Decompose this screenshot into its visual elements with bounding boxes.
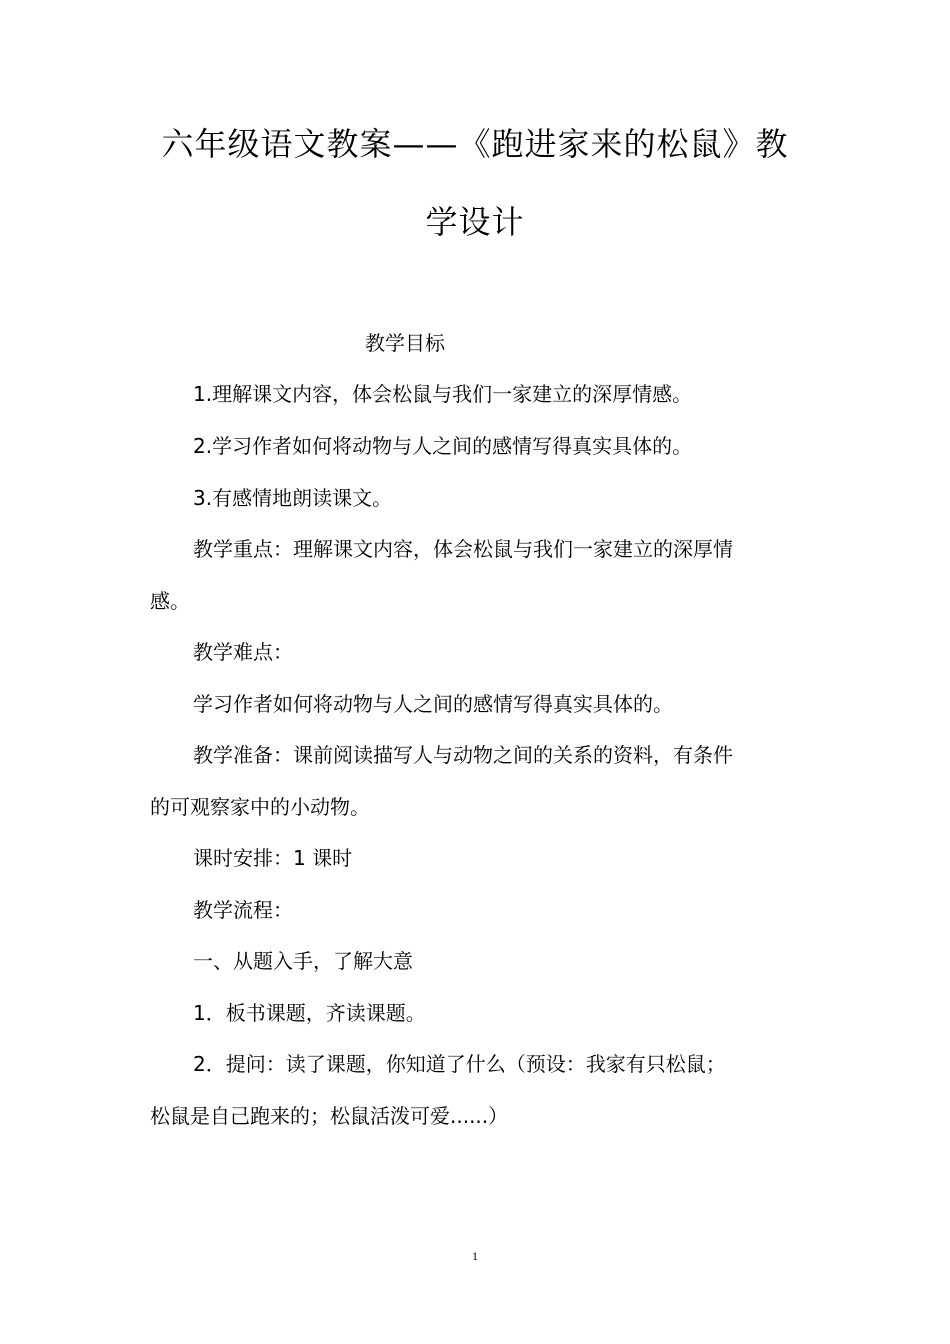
page-number: 1	[472, 1249, 478, 1263]
difficulty-label: 教学难点：	[193, 640, 293, 664]
preparation-paragraph-line-2: 的可观察家中的小动物。	[150, 795, 370, 819]
key-point-paragraph-line-2: 感。	[150, 589, 190, 613]
process-label: 教学流程：	[193, 898, 293, 922]
objective-item-3: 3.有感情地朗读课文。	[193, 486, 393, 510]
key-point-paragraph-line-1: 教学重点：理解课文内容，体会松鼠与我们一家建立的深厚情	[193, 537, 733, 561]
step-1-line: 1．板书课题，齐读课题。	[193, 1001, 426, 1025]
section-heading-objectives: 教学目标	[365, 331, 445, 355]
document-title-line-1: 六年级语文教案——《跑进家来的松鼠》教	[161, 125, 789, 163]
difficulty-text: 学习作者如何将动物与人之间的感情写得真实具体的。	[193, 692, 673, 716]
document-title-line-2: 学设计	[425, 203, 525, 241]
schedule-line: 课时安排：1 课时	[193, 846, 353, 870]
part-one-heading: 一、从题入手，了解大意	[193, 949, 413, 973]
objective-item-2: 2.学习作者如何将动物与人之间的感情写得真实具体的。	[193, 434, 693, 458]
step-2-line-2: 松鼠是自己跑来的；松鼠活泼可爱......）	[150, 1104, 509, 1128]
objective-item-1: 1.理解课文内容，体会松鼠与我们一家建立的深厚情感。	[193, 382, 693, 406]
preparation-paragraph-line-1: 教学准备：课前阅读描写人与动物之间的关系的资料，有条件	[193, 743, 733, 767]
step-2-line-1: 2．提问：读了课题，你知道了什么（预设：我家有只松鼠；	[193, 1052, 726, 1076]
